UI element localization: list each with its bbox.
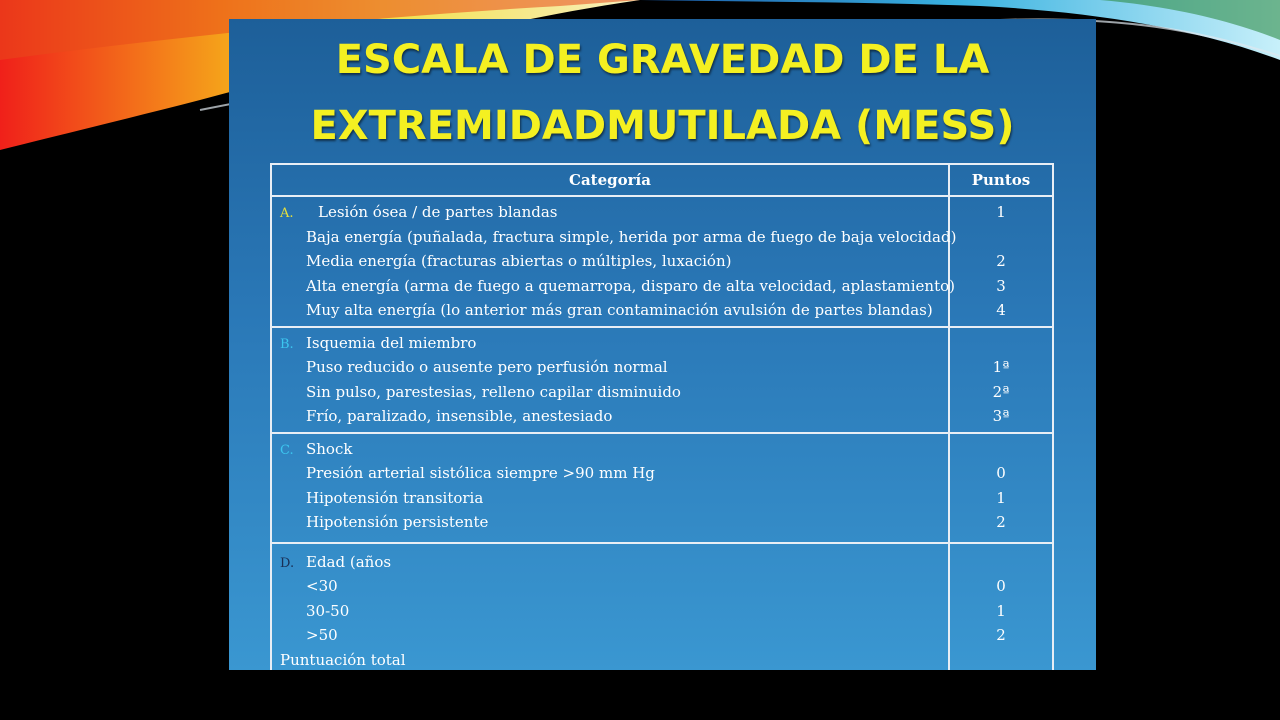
table-row-label: 30-50: [306, 601, 350, 620]
table-row-points: [950, 331, 1052, 356]
section-b-categories: [271, 327, 949, 433]
section-heading: Edad (años: [306, 552, 392, 571]
section-d-categories: [271, 543, 949, 671]
table-row-label: Hipotensión transitoria: [306, 488, 484, 507]
table-row-points: 1: [996, 488, 1006, 507]
table-row-points: 2: [996, 626, 1006, 644]
table-row-points: 4: [996, 301, 1006, 319]
table-row-points: [950, 437, 1052, 462]
table-row-points: 0: [996, 464, 1006, 482]
section-a: [271, 196, 1053, 327]
table-row-points: 2: [996, 252, 1006, 270]
table-row-label: Media energía (fracturas abiertas o múltiples, luxación): [306, 252, 732, 270]
section-c-heading: [280, 437, 948, 462]
table-row-points: [950, 225, 1052, 250]
table-row-label: Hipotensión persistente: [306, 513, 489, 531]
section-letter: D.: [280, 555, 295, 571]
section-c-categories: [271, 433, 949, 543]
table-row-label: Presión arterial sistólica siempre >90 mm Hg: [306, 464, 655, 482]
header-category: Categoría: [271, 164, 949, 196]
title-line-2: EXTREMIDADMUTILADA (MESS): [310, 103, 1015, 149]
table-header-row: [271, 164, 1053, 196]
table-row-points: 1: [996, 601, 1006, 620]
section-d: [271, 543, 1053, 671]
table-row-label: Sin pulso, parestesias, relleno capilar disminuido: [306, 382, 681, 401]
table-row-label: Muy alta energía (lo anterior más gran contaminación avulsión de partes blandas): [306, 301, 933, 319]
table-row-points: 1: [996, 203, 1006, 221]
table-row-points: [950, 550, 1052, 575]
section-heading: Shock: [306, 439, 353, 458]
section-a-points: [949, 196, 1053, 327]
section-letter: C.: [280, 442, 294, 458]
table-row-points: 1ª: [992, 358, 1010, 376]
section-d-points: [949, 543, 1053, 671]
mess-table: [270, 163, 1054, 670]
section-letter: B.: [280, 336, 294, 352]
table-row-points: 2: [996, 513, 1006, 531]
table-row-label: <30: [306, 577, 338, 595]
slide-panel: [229, 19, 1096, 670]
header-points: Puntos: [949, 164, 1053, 196]
section-letter: A.: [280, 206, 294, 221]
table-row-points: 3ª: [992, 407, 1010, 425]
section-a-heading: [280, 200, 948, 225]
section-d-heading: [280, 550, 948, 575]
slide-title: [229, 27, 1096, 159]
section-heading: Lesión ósea / de partes blandas: [318, 203, 558, 221]
table-row-points: 3: [996, 276, 1006, 295]
section-b-heading: [280, 331, 948, 356]
section-c: [271, 433, 1053, 543]
table-row-label: >50: [306, 626, 338, 644]
table-row-label: Puso reducido o ausente pero perfusión normal: [306, 358, 668, 376]
section-a-categories: [271, 196, 957, 327]
title-line-1: ESCALA DE GRAVEDAD DE LA: [335, 37, 990, 83]
section-b: [271, 327, 1053, 433]
table-row-label: Baja energía (puñalada, fractura simple, herida por arma de fuego de baja velocidad): [306, 227, 957, 246]
table-row-label: Alta energía (arma de fuego a quemarropa, disparo de alta velocidad, aplastamiento): [306, 276, 955, 295]
table-row-label: Frío, paralizado, insensible, anestesiado: [306, 407, 613, 425]
total-score-label: Puntuación total: [280, 650, 406, 669]
section-c-points: [949, 433, 1053, 543]
section-b-points: [949, 327, 1053, 433]
table-row-points: 2ª: [992, 382, 1010, 401]
section-heading: Isquemia del miembro: [306, 333, 477, 352]
table-row-points: 0: [996, 577, 1006, 595]
